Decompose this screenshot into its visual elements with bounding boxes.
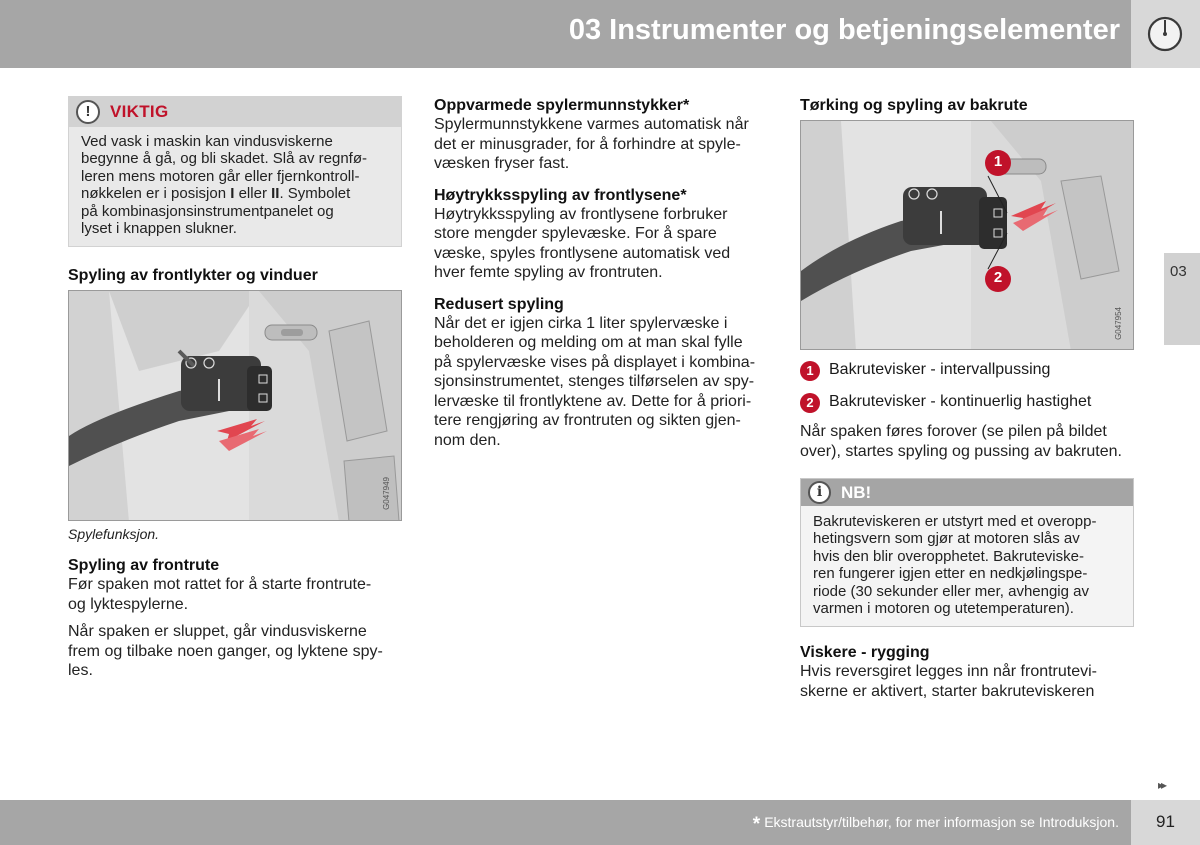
chapter-tab[interactable] (1164, 253, 1200, 345)
text-line: det er minusgrader, for å forhindre at spyle- (434, 135, 741, 153)
paragraph (68, 575, 402, 614)
text-line: sjonsinstrumentet, stenges tilførselen av spy- (434, 373, 755, 390)
warning-line: leren mens motoren går eller fjernkontroll- (81, 167, 360, 185)
rear-wiper-illustration (801, 121, 1134, 350)
warning-line: . Symbolet (279, 185, 351, 203)
section-heading: Spyling av frontlykter og vinduer (68, 267, 318, 285)
continued-arrows-icon: ▸▸ (1158, 778, 1165, 792)
chapter-tab-label: 03 (1170, 263, 1187, 280)
text-line: Når spaken er sluppet, går vindusviskerne (68, 623, 367, 641)
chapter-title: 03 Instrumenter og betjeningselementer (568, 14, 1120, 46)
section-heading: Redusert spyling (434, 295, 564, 313)
warning-line: nøkkelen er i posisjon (81, 185, 231, 203)
position-i: I (230, 185, 235, 203)
section-heading: Spyling av frontrute (68, 557, 220, 575)
paragraph (68, 622, 402, 681)
figure-code: G047954 (1114, 307, 1123, 340)
text-line: på spylervæske vises på displayet i kombina- (434, 353, 756, 371)
text-line: og lyktespylerne. (68, 595, 189, 613)
column-left (68, 96, 402, 681)
rear-wiper-figure (800, 120, 1134, 350)
paragraph (434, 115, 764, 174)
column-middle (434, 96, 764, 450)
warning-line: lyset i knappen slukner. (81, 220, 237, 238)
text-line: væsken fryser fast. (434, 155, 570, 172)
note-line: ren fungerer igjen etter en nedkjølingspe- (813, 565, 1088, 583)
gauge-icon (1131, 0, 1200, 68)
legend-number: 1 (800, 361, 820, 381)
warning-line: på kombinasjonsinstrumentpanelet og (81, 202, 334, 220)
paragraph (800, 662, 1134, 701)
section-heading: Oppvarmede spylermunnstykker* (434, 97, 690, 114)
note-label: NB! (841, 483, 872, 502)
legend-number: 2 (800, 393, 820, 413)
figure-code: G047949 (382, 477, 391, 511)
legend-text: Bakrutevisker - intervallpussing (829, 361, 1051, 378)
position-ii: II (271, 185, 280, 203)
note-line: hetingsvern som gjør at motoren slås av (813, 530, 1080, 548)
page-number: 91 (1156, 812, 1175, 831)
text-line: beholderen og melding om at man skal fylle (434, 334, 743, 351)
legend-text: Bakrutevisker - kontinuerlig hastighet (829, 393, 1092, 410)
warning-line: begynne å gå, og bli skadet. Slå av regnfø- (81, 150, 368, 168)
section-heading: Viskere - rygging (800, 644, 930, 662)
section-heading: Høytrykksspyling av frontlysene* (434, 186, 687, 204)
legend-item (800, 392, 1134, 411)
paragraph (434, 205, 764, 283)
legend-item (800, 360, 1134, 379)
text-line: lervæske til frontlyktene av. Dette for å priori- (434, 392, 752, 410)
page-number-box (1131, 800, 1200, 845)
page-header (0, 0, 1200, 68)
washer-lever-illustration (69, 291, 402, 521)
text-line: nom den. (434, 431, 501, 449)
text-line: frem og tilbake noen ganger, og lyktene spy- (68, 642, 383, 660)
text-line: Før spaken mot rattet for å starte frontrute- (68, 576, 372, 594)
callout-1: 1 (993, 153, 1003, 170)
text-line: Spylermunnstykkene varmes automatisk når (434, 116, 749, 133)
warning-box (68, 96, 402, 247)
note-box (800, 478, 1134, 627)
note-line: varmen i motoren og utetemperaturen). (813, 600, 1074, 618)
paragraph (434, 314, 764, 451)
text-line: Når spaken føres forover (se pilen på bildet (800, 423, 1107, 440)
note-header (801, 479, 1133, 506)
info-icon: i (808, 481, 831, 504)
callout-2: 2 (993, 269, 1003, 286)
text-line: skerne er aktivert, starter bakruteviskeren (800, 682, 1095, 700)
text-line: hver femte spyling av frontruten. (434, 264, 663, 281)
footer-note (753, 814, 1119, 836)
warning-label: VIKTIG (110, 102, 169, 121)
note-line: Bakruteviskeren er utstyrt med et overopp- (813, 513, 1097, 530)
text-line: Hvis reversgiret legges inn når frontrutevi- (800, 663, 1098, 681)
page-footer (0, 800, 1200, 845)
warning-header (69, 97, 401, 127)
note-text (801, 506, 1133, 626)
text-line: væske, spyles frontlysene automatisk ved (434, 244, 731, 262)
asterisk: * (752, 814, 761, 835)
text-line: over), startes spyling og pussing av bakruten. (800, 442, 1122, 460)
text-line: les. (68, 662, 93, 680)
note-line: riode (30 sekunder eller mer, avhengig av (813, 582, 1089, 600)
warning-text (69, 127, 401, 246)
warning-line: Ved vask i maskin kan vindusviskerne (81, 133, 333, 150)
chapter-icon-box (1131, 0, 1200, 68)
text-line: Høytrykksspyling av frontlysene forbruker (434, 205, 728, 223)
text-line: store mengder spylevæske. For å spare (434, 225, 717, 242)
footer-note-text: Ekstrautstyr/tilbehør, for mer informasjon se Introduksjon. (764, 814, 1119, 830)
text-line: Når det er igjen cirka 1 liter spylervæske i (434, 314, 728, 332)
exclamation-icon: ! (76, 100, 100, 124)
section-heading: Tørking og spyling av bakrute (800, 97, 1028, 114)
warning-line: eller (234, 185, 272, 203)
note-line: hvis den blir overopphetet. Bakruteviske- (813, 547, 1084, 565)
text-line: tere rengjøring av frontruten og sikten gjen- (434, 412, 741, 429)
paragraph (800, 422, 1134, 461)
washer-lever-figure (68, 290, 402, 521)
column-right (800, 96, 1134, 701)
figure-caption: Spylefunksjon. (68, 526, 160, 543)
